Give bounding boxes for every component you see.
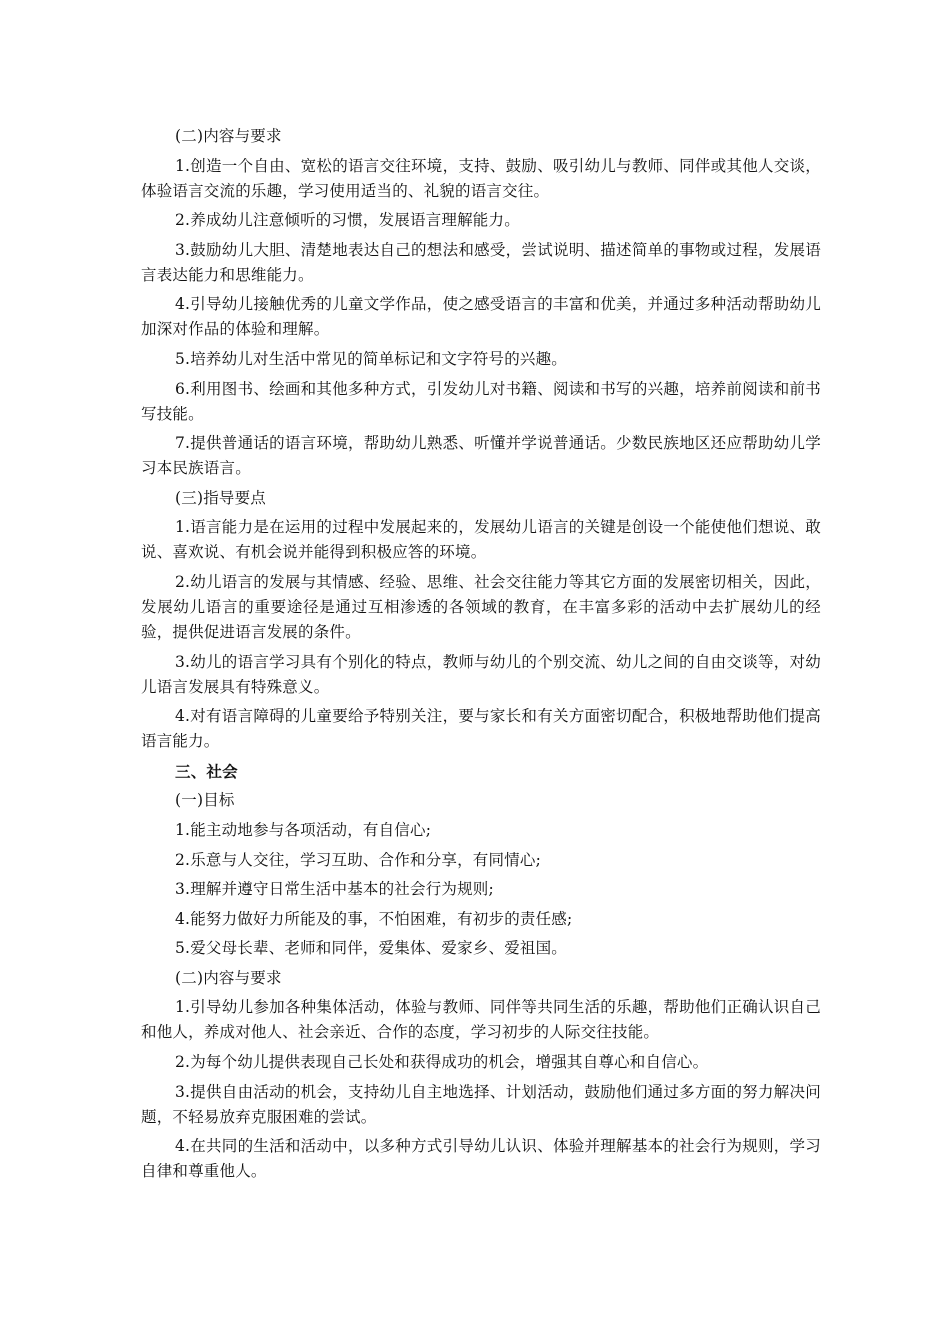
paragraph: (二)内容与要求 [175,968,282,987]
paragraph: 2.养成幼儿注意倾听的习惯，发展语言理解能力。 [175,211,520,230]
paragraph: 3.提供自由活动的机会，支持幼儿自主地选择、计划活动，鼓励他们通过多方面的努力解决问题，不轻易放弃克服困难的尝试。 [141,1082,821,1126]
paragraph: 2.乐意与人交往，学习互助、合作和分享，有同情心; [175,850,542,869]
paragraph: 4.能努力做好力所能及的事，不怕困难，有初步的责任感; [175,909,573,928]
document-page [141,124,821,1189]
paragraph: 1.引导幼儿参加各种集体活动，体验与教师、同伴等共同生活的乐趣，帮助他们正确认识自己和他人，养成对他人、社会亲近、合作的态度，学习初步的人际交往技能。 [141,998,821,1042]
paragraph: 1.创造一个自由、宽松的语言交往环境，支持、鼓励、吸引幼儿与教师、同伴或其他人交谈，体验语言交流的乐趣，学习使用适当的、礼貌的语言交往。 [141,156,821,200]
section-heading: 三、社会 [175,761,238,781]
paragraph: (三)指导要点 [175,488,266,507]
paragraph: (一)目标 [175,791,235,810]
paragraph: 2.为每个幼儿提供表现自己长处和获得成功的机会，增强其自尊心和自信心。 [175,1053,709,1072]
paragraph: 2.幼儿语言的发展与其情感、经验、思维、社会交往能力等其它方面的发展密切相关，因此，发展幼儿语言的重要途径是通过互相渗透的各领域的教育，在丰富多彩的活动中去扩展幼儿的经验，提供促进语言发展的条件。 [141,572,821,641]
paragraph: 7.提供普通话的语言环境，帮助幼儿熟悉、听懂并学说普通话。少数民族地区还应帮助幼儿学习本民族语言。 [141,434,821,478]
paragraph: 3.理解并遵守日常生活中基本的社会行为规则; [175,880,494,899]
paragraph: (二)内容与要求 [175,127,282,145]
paragraph: 5.爱父母长辈、老师和同伴，爱集体、爱家乡、爱祖国。 [175,939,567,958]
paragraph: 3.幼儿的语言学习具有个别化的特点，教师与幼儿的个别交流、幼儿之间的自由交谈等，对幼儿语言发展具有特殊意义。 [141,652,821,696]
paragraph: 1.能主动地参与各项活动，有自信心; [175,820,432,839]
paragraph: 4.引导幼儿接触优秀的儿童文学作品，使之感受语言的丰富和优美，并通过多种活动帮助幼儿加深对作品的体验和理解。 [141,295,821,339]
paragraph: 4.对有语言障碍的儿童要给予特别关注，要与家长和有关方面密切配合，积极地帮助他们提高语言能力。 [141,707,821,751]
paragraph: 3.鼓励幼儿大胆、清楚地表达自己的想法和感受，尝试说明、描述简单的事物或过程，发展语言表达能力和思维能力。 [141,240,821,284]
paragraph: 5.培养幼儿对生活中常见的简单标记和文字符号的兴趣。 [175,349,567,368]
paragraph: 6.利用图书、绘画和其他多种方式，引发幼儿对书籍、阅读和书写的兴趣，培养前阅读和前书写技能。 [141,379,821,423]
paragraph: 4.在共同的生活和活动中，以多种方式引导幼儿认识、体验并理解基本的社会行为规则，学习自律和尊重他人。 [141,1137,821,1181]
paragraph: 1.语言能力是在运用的过程中发展起来的，发展幼儿语言的关键是创设一个能使他们想说、敢说、喜欢说、有机会说并能得到积极应答的环境。 [141,518,821,562]
